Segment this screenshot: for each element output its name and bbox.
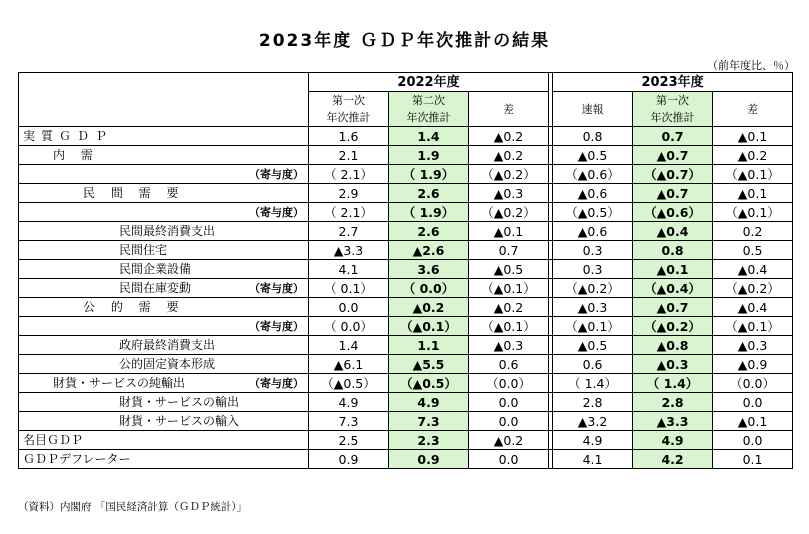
header-c5 <box>633 92 713 127</box>
value-cell: ▲0.1 <box>713 412 793 431</box>
row-label: 実質ＧＤＰ <box>23 128 114 143</box>
header-c1-text: 第一次 年次推計 <box>326 94 371 124</box>
value-cell: （▲0.6） <box>553 165 633 184</box>
value-cell: ▲0.1 <box>633 260 713 279</box>
row-label-cell <box>19 146 309 165</box>
value-cell: 0.3 <box>553 241 633 260</box>
source-note: （資料）内閣府 「国民経済計算（ＧＤＰ統計）」 <box>18 501 248 513</box>
header-2023: 2023年度 <box>553 73 793 92</box>
row-label-cell <box>19 241 309 260</box>
table-row <box>19 298 793 317</box>
value-cell: （▲0.2） <box>469 165 549 184</box>
table-row <box>19 450 793 469</box>
value-cell: （▲0.2） <box>633 317 713 336</box>
value-cell: （▲0.4） <box>633 279 713 298</box>
value-cell: ▲0.3 <box>469 184 549 203</box>
value-cell: 0.0 <box>469 450 549 469</box>
value-cell: 0.0 <box>469 412 549 431</box>
value-cell: 2.8 <box>633 393 713 412</box>
row-label: （寄与度） <box>249 167 304 181</box>
header-c3: 差 <box>469 92 549 127</box>
value-cell: （▲0.5） <box>309 374 389 393</box>
value-cell: （ 1.4） <box>553 374 633 393</box>
row-label-cell <box>19 279 309 298</box>
value-cell: 0.7 <box>633 127 713 146</box>
value-cell: （▲0.1） <box>713 203 793 222</box>
value-cell: ▲0.2 <box>469 431 549 450</box>
table-row <box>19 374 793 393</box>
value-cell: 3.6 <box>389 260 469 279</box>
contrib-label: （寄与度） <box>249 376 304 390</box>
value-cell: （▲0.1） <box>469 279 549 298</box>
value-cell: ▲0.1 <box>469 222 549 241</box>
value-cell: 2.9 <box>309 184 389 203</box>
header-c1 <box>309 92 389 127</box>
value-cell: （▲0.5） <box>553 203 633 222</box>
value-cell: 7.3 <box>309 412 389 431</box>
row-label: 内 需 <box>53 147 99 162</box>
row-label-cell <box>19 431 309 450</box>
gdp-table <box>18 72 793 469</box>
table-row <box>19 393 793 412</box>
row-label: 公的固定資本形成 <box>119 356 216 371</box>
row-label-cell <box>19 203 309 222</box>
row-label-cell <box>19 355 309 374</box>
value-cell: （0.0） <box>713 374 793 393</box>
value-cell: ▲0.8 <box>633 336 713 355</box>
value-cell: 2.1 <box>309 146 389 165</box>
value-cell: 0.8 <box>633 241 713 260</box>
value-cell: （ 1.9） <box>389 203 469 222</box>
value-cell: （▲0.7） <box>633 165 713 184</box>
row-label: 民 間 需 要 <box>83 185 185 200</box>
value-cell: （0.0） <box>469 374 549 393</box>
table-row <box>19 127 793 146</box>
table-row <box>19 317 793 336</box>
value-cell: ▲3.2 <box>553 412 633 431</box>
table-row <box>19 412 793 431</box>
row-label: （寄与度） <box>249 205 304 219</box>
row-label: 名目ＧＤＰ <box>23 432 84 447</box>
header-2022: 2022年度 <box>309 73 549 92</box>
row-label: 財貨・サービスの輸入 <box>119 413 240 428</box>
row-label-cell <box>19 184 309 203</box>
row-label-cell <box>19 260 309 279</box>
value-cell: ▲0.5 <box>469 260 549 279</box>
table-row <box>19 222 793 241</box>
value-cell: 1.4 <box>309 336 389 355</box>
value-cell: ▲0.1 <box>713 127 793 146</box>
table-row <box>19 336 793 355</box>
value-cell: 1.1 <box>389 336 469 355</box>
value-cell: 2.6 <box>389 222 469 241</box>
value-cell: 0.0 <box>469 393 549 412</box>
value-cell: ▲0.3 <box>713 336 793 355</box>
value-cell: 1.6 <box>309 127 389 146</box>
row-label: 財貨・サービスの純輸出 <box>53 375 186 390</box>
value-cell: ▲0.2 <box>469 146 549 165</box>
value-cell: ▲0.2 <box>469 298 549 317</box>
header-c4: 速報 <box>553 92 633 127</box>
value-cell: 0.3 <box>553 260 633 279</box>
value-cell: （ 2.1） <box>309 203 389 222</box>
row-label: 政府最終消費支出 <box>119 337 216 352</box>
row-label: 民間企業設備 <box>119 261 192 276</box>
header-c2 <box>389 92 469 127</box>
value-cell: ▲0.3 <box>633 355 713 374</box>
value-cell: ▲0.5 <box>553 146 633 165</box>
row-label-cell <box>19 317 309 336</box>
value-cell: 0.5 <box>713 241 793 260</box>
value-cell: ▲0.4 <box>633 222 713 241</box>
value-cell: 0.2 <box>713 222 793 241</box>
value-cell: （ 1.9） <box>389 165 469 184</box>
value-cell: ▲5.5 <box>389 355 469 374</box>
value-cell: （▲0.1） <box>713 165 793 184</box>
value-cell: （▲0.6） <box>633 203 713 222</box>
row-label-cell <box>19 165 309 184</box>
row-label-cell <box>19 127 309 146</box>
table-row <box>19 165 793 184</box>
value-cell: （▲0.1） <box>469 317 549 336</box>
value-cell: （ 2.1） <box>309 165 389 184</box>
value-cell: 2.8 <box>553 393 633 412</box>
value-cell: ▲2.6 <box>389 241 469 260</box>
row-label: 公 的 需 要 <box>83 299 185 314</box>
row-label: 民間在庫変動 <box>119 280 192 295</box>
value-cell: （ 0.0） <box>389 279 469 298</box>
value-cell: 2.6 <box>389 184 469 203</box>
row-label: ＧＤＰデフレーター <box>23 451 131 466</box>
table-row <box>19 241 793 260</box>
value-cell: ▲0.9 <box>713 355 793 374</box>
value-cell: 0.7 <box>469 241 549 260</box>
value-cell: ▲0.5 <box>553 336 633 355</box>
value-cell: （▲0.1） <box>553 317 633 336</box>
value-cell: 4.9 <box>553 431 633 450</box>
value-cell: ▲0.1 <box>713 184 793 203</box>
row-label-cell <box>19 336 309 355</box>
value-cell: 2.3 <box>389 431 469 450</box>
value-cell: 1.4 <box>389 127 469 146</box>
value-cell: （▲0.1） <box>389 317 469 336</box>
header-c6: 差 <box>713 92 793 127</box>
row-label-cell <box>19 374 309 393</box>
value-cell: 0.9 <box>389 450 469 469</box>
row-label: 民間住宅 <box>119 242 168 257</box>
row-label-cell <box>19 450 309 469</box>
row-label-cell <box>19 222 309 241</box>
value-cell: 2.7 <box>309 222 389 241</box>
value-cell: 4.1 <box>553 450 633 469</box>
value-cell: ▲0.2 <box>389 298 469 317</box>
row-label-cell <box>19 393 309 412</box>
header-c5-text: 第一次 年次推計 <box>650 94 695 124</box>
row-label-cell <box>19 412 309 431</box>
value-cell: 0.0 <box>713 393 793 412</box>
value-cell: ▲0.3 <box>553 298 633 317</box>
value-cell: （ 0.1） <box>309 279 389 298</box>
value-cell: 0.0 <box>713 431 793 450</box>
value-cell: ▲0.4 <box>713 298 793 317</box>
value-cell: 0.6 <box>469 355 549 374</box>
table-row <box>19 279 793 298</box>
value-cell: （ 0.0） <box>309 317 389 336</box>
value-cell: ▲0.7 <box>633 146 713 165</box>
value-cell: ▲3.3 <box>633 412 713 431</box>
value-cell: （▲0.1） <box>713 317 793 336</box>
header-label-cell <box>19 73 309 127</box>
value-cell: 4.9 <box>389 393 469 412</box>
value-cell: 4.9 <box>633 431 713 450</box>
table-row <box>19 355 793 374</box>
value-cell: 4.1 <box>309 260 389 279</box>
value-cell: 4.9 <box>309 393 389 412</box>
row-label: 民間最終消費支出 <box>119 223 216 238</box>
page-title: 2023年度 ＧＤＰ年次推計の結果 <box>258 31 551 51</box>
value-cell: ▲0.4 <box>713 260 793 279</box>
header-year-row <box>19 73 793 92</box>
value-cell: ▲0.7 <box>633 184 713 203</box>
row-label: 財貨・サービスの輸出 <box>119 394 240 409</box>
table-row <box>19 203 793 222</box>
table-row <box>19 146 793 165</box>
value-cell: （▲0.5） <box>389 374 469 393</box>
unit-note: （前年度比、％） <box>707 59 795 72</box>
value-cell: 0.0 <box>309 298 389 317</box>
value-cell: ▲6.1 <box>309 355 389 374</box>
value-cell: ▲0.7 <box>633 298 713 317</box>
row-label-cell <box>19 298 309 317</box>
value-cell: 0.6 <box>553 355 633 374</box>
value-cell: ▲0.2 <box>469 127 549 146</box>
table-row <box>19 260 793 279</box>
value-cell: ▲0.6 <box>553 222 633 241</box>
table-row <box>19 184 793 203</box>
row-label: （寄与度） <box>249 319 304 333</box>
value-cell: （ 1.4） <box>633 374 713 393</box>
value-cell: 0.1 <box>713 450 793 469</box>
value-cell: （▲0.2） <box>469 203 549 222</box>
value-cell: ▲0.2 <box>713 146 793 165</box>
value-cell: 0.9 <box>309 450 389 469</box>
value-cell: （▲0.2） <box>553 279 633 298</box>
value-cell: 2.5 <box>309 431 389 450</box>
contrib-label: （寄与度） <box>249 281 304 295</box>
value-cell: （▲0.2） <box>713 279 793 298</box>
header-c2-text: 第二次 年次推計 <box>406 94 451 124</box>
value-cell: 7.3 <box>389 412 469 431</box>
value-cell: 0.8 <box>553 127 633 146</box>
table-row <box>19 431 793 450</box>
value-cell: 4.2 <box>633 450 713 469</box>
value-cell: 1.9 <box>389 146 469 165</box>
value-cell: ▲0.3 <box>469 336 549 355</box>
value-cell: ▲3.3 <box>309 241 389 260</box>
value-cell: ▲0.6 <box>553 184 633 203</box>
